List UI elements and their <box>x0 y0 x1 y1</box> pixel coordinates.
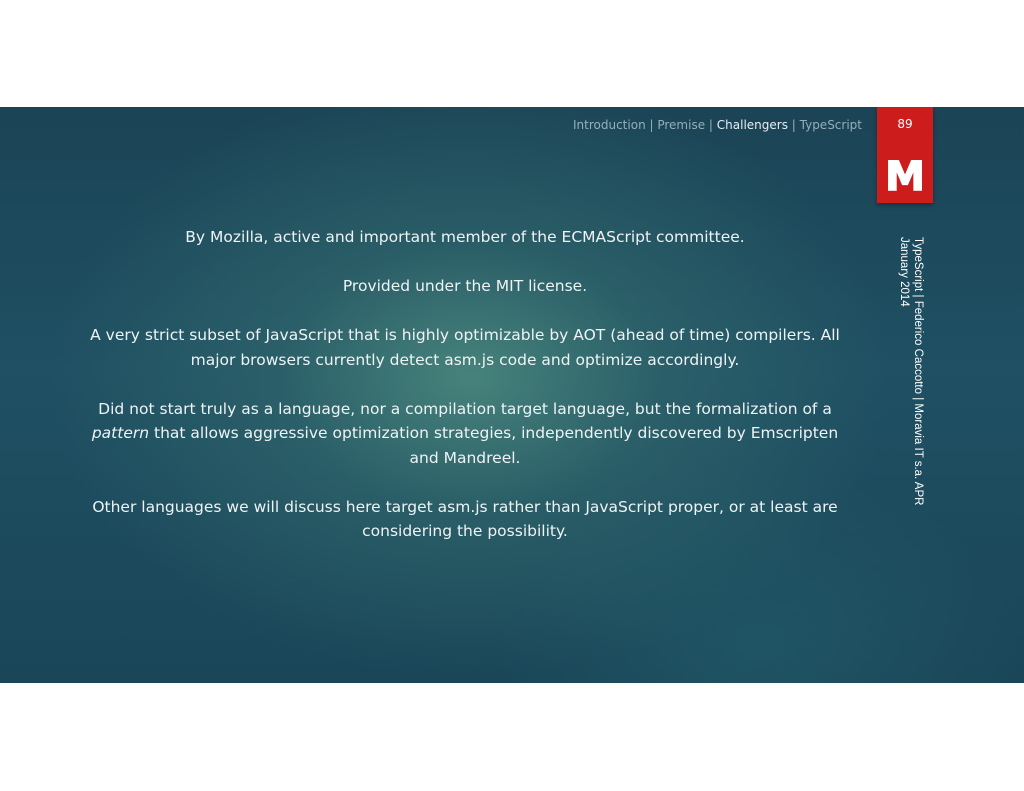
breadcrumb <box>573 118 862 132</box>
footer-date-line: January 2014 <box>898 237 910 307</box>
breadcrumb-item-premise: Premise <box>657 118 706 132</box>
breadcrumb-separator: | <box>645 118 658 132</box>
paragraph-mozilla: By Mozilla, active and important member of the ECMAScript committee. <box>185 228 745 246</box>
paragraph-pattern-emphasis: pattern <box>91 424 150 442</box>
mozilla-logo-icon <box>877 153 933 197</box>
page-number: 89 <box>897 117 913 131</box>
breadcrumb-item-challengers: Challengers <box>716 118 788 132</box>
logo-m-text: M <box>885 155 925 195</box>
slide <box>0 107 1024 683</box>
breadcrumb-separator: | <box>787 118 800 132</box>
page-number-badge <box>877 107 933 203</box>
paragraph-license: Provided under the MIT license. <box>342 277 588 295</box>
paragraph-subset: A very strict subset of JavaScript that is highly optimizable by AOT (ahead of time) compilers. All major browsers currently detect asm.js code and optimize accordingly. <box>90 326 840 369</box>
logo-m-glyph <box>882 155 928 195</box>
paragraph-pattern <box>90 397 840 471</box>
breadcrumb-item-introduction: Introduction <box>573 118 646 132</box>
slide-content <box>90 225 840 568</box>
breadcrumb-item-typescript: TypeScript <box>799 118 862 132</box>
paragraph-other-languages: Other languages we will discuss here target asm.js rather than JavaScript proper, or at least are considering the possibility. <box>92 497 838 540</box>
paragraph-pattern-before: Did not start truly as a language, nor a compilation target language, but the formalization of a <box>98 399 832 418</box>
paragraph-pattern-after: that allows aggressive optimization strategies, independently discovered by Emscripten and Mandreel. <box>149 424 839 467</box>
breadcrumb-separator: | <box>705 118 717 132</box>
vertical-footer <box>897 237 925 505</box>
footer-title-line: TypeScript | Federico Caccotto | Moravia IT s.a. APR <box>912 237 924 506</box>
